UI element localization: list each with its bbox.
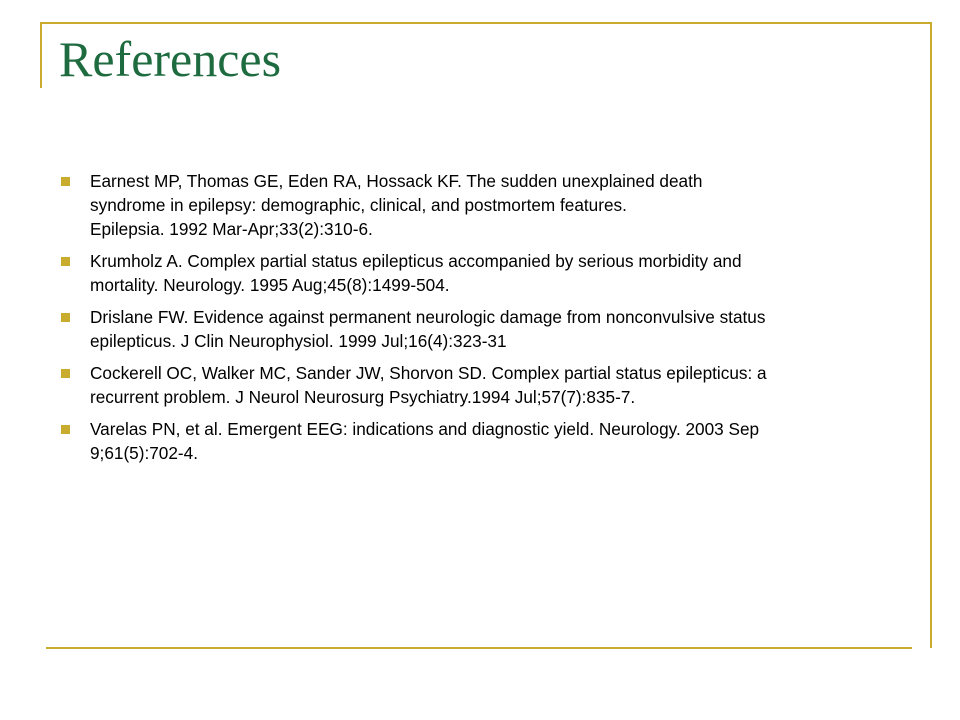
slide-title: References (59, 31, 282, 87)
left-border-line (40, 22, 42, 88)
square-bullet-icon (61, 257, 70, 266)
reference-line: Krumholz A. Complex partial status epilepticus accompanied by serious morbidity and (90, 251, 742, 271)
reference-list (58, 169, 898, 473)
reference-line: mortality. Neurology. 1995 Aug;45(8):1499-504. (90, 275, 450, 295)
bottom-border-line (46, 647, 912, 649)
reference-line: Epilepsia. 1992 Mar-Apr;33(2):310-6. (90, 219, 373, 239)
top-border-line (40, 22, 932, 24)
square-bullet-icon (61, 313, 70, 322)
reference-line: Drislane FW. Evidence against permanent neurologic damage from nonconvulsive status (90, 307, 766, 327)
reference-line: Earnest MP, Thomas GE, Eden RA, Hossack KF. The sudden unexplained death (90, 171, 703, 191)
reference-line: Varelas PN, et al. Emergent EEG: indications and diagnostic yield. Neurology. 2003 Sep (90, 419, 760, 439)
reference-line: epilepticus. J Clin Neurophysiol. 1999 Jul;16(4):323-31 (90, 331, 507, 351)
reference-line: 9;61(5):702-4. (90, 443, 198, 463)
reference-item (58, 169, 898, 241)
reference-item (58, 361, 898, 409)
square-bullet-icon (61, 369, 70, 378)
reference-item (58, 417, 898, 465)
reference-item (58, 249, 898, 297)
reference-line: recurrent problem. J Neurol Neurosurg Psychiatry.1994 Jul;57(7):835-7. (90, 387, 636, 407)
square-bullet-icon (61, 425, 70, 434)
reference-item (58, 305, 898, 353)
square-bullet-icon (61, 177, 70, 186)
reference-line: syndrome in epilepsy: demographic, clinical, and postmortem features. (90, 195, 627, 215)
reference-line: Cockerell OC, Walker MC, Sander JW, Shorvon SD. Complex partial status epilepticus: a (90, 363, 767, 383)
right-border-line (930, 22, 932, 648)
